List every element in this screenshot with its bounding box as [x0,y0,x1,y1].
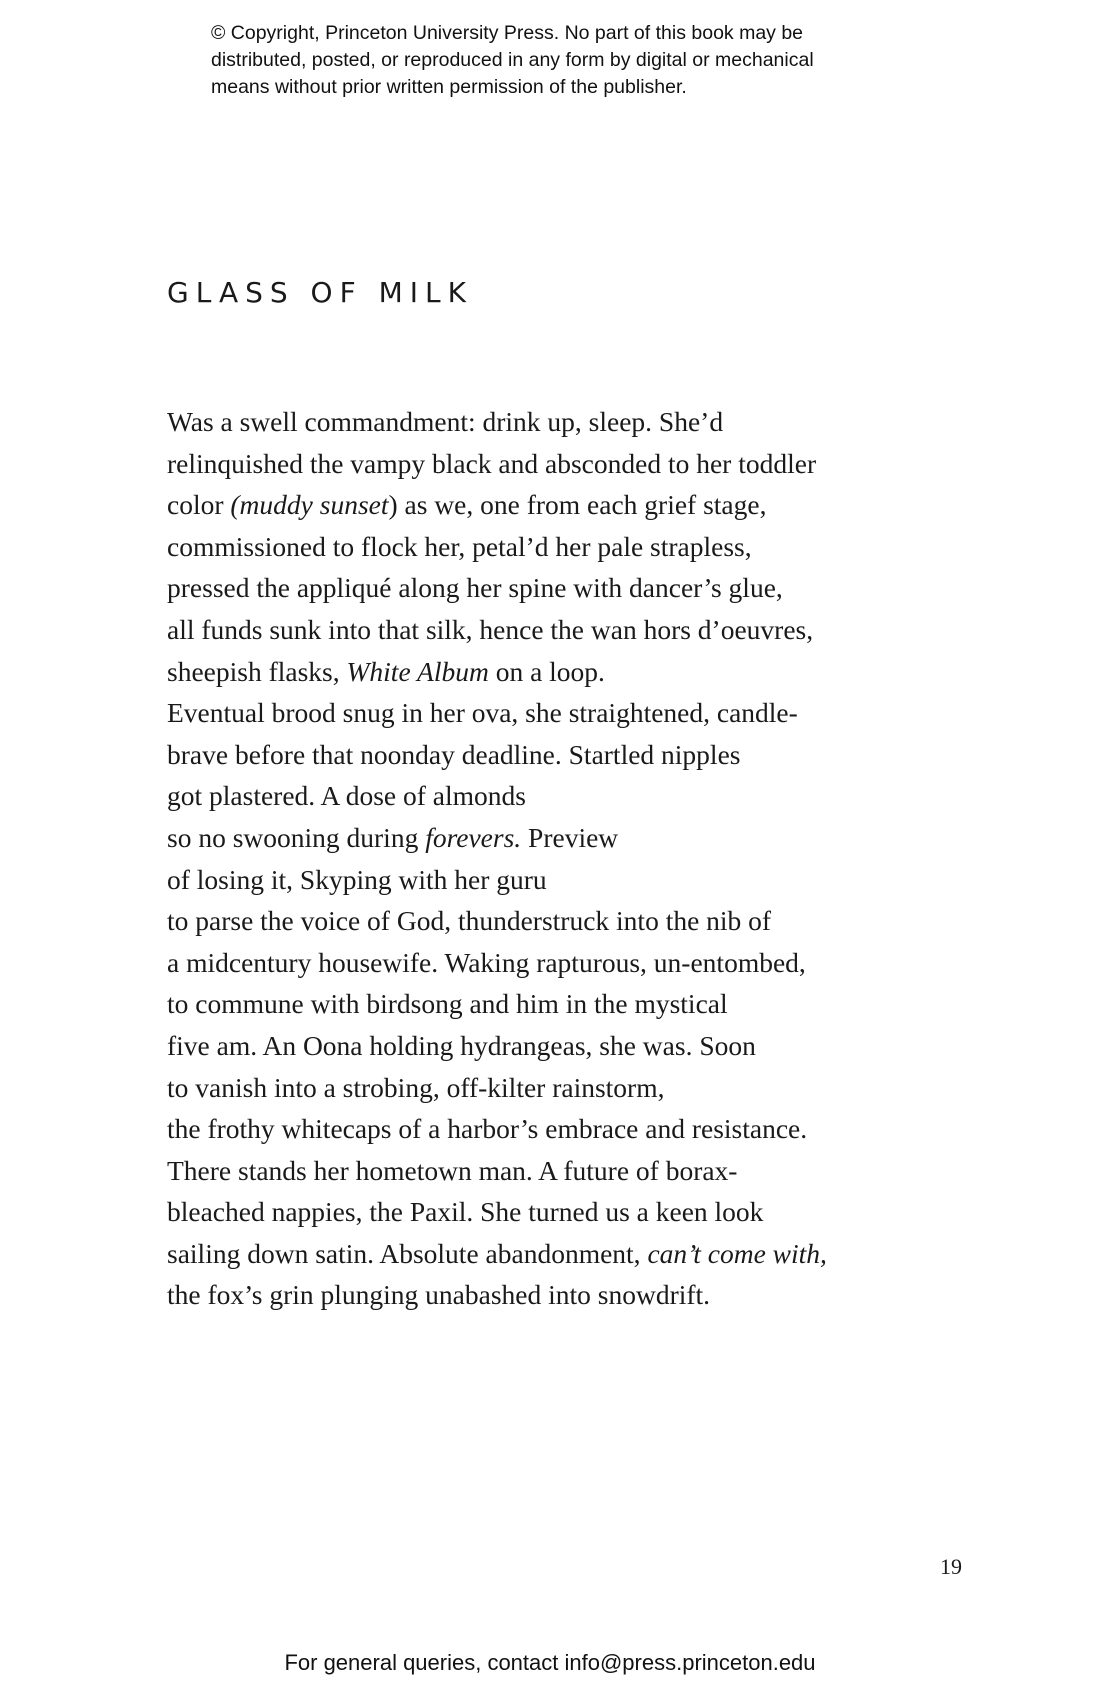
poem-line [167,1191,887,1233]
poem-text: color [167,489,231,521]
copyright-line: © Copyright, Princeton University Press. No part of this book may be [211,22,804,44]
poem-line [167,443,887,485]
poem-line [167,900,887,942]
poem-text: Was a swell commandment: drink up, sleep. She’d [167,406,724,437]
poem-line [167,1150,887,1192]
poem-line [167,734,887,776]
poem-line [167,983,887,1025]
poem-line [167,609,887,651]
poem-line [167,1274,887,1316]
poem-line [167,651,887,693]
poem-text: to parse the voice of God, thunderstruck into the nib of [167,905,772,937]
poem-text: on a loop. [488,655,605,687]
copyright-line: means without prior written permission of the publisher. [211,76,687,98]
poem-text: sheepish flasks, [167,655,347,687]
poem-line [167,1067,887,1109]
poem-text: a midcentury housewife. Waking rapturous, un-entombed, [167,946,806,978]
poem-italic-text: forevers. [425,821,522,853]
poem-text: the frothy whitecaps of a harbor’s embrace and resistance. [167,1113,808,1145]
poem-line [167,484,887,526]
poem-text: Preview [521,821,619,853]
poem-italic-text: White Album [346,655,489,687]
poem-text: so no swooning during [167,821,426,853]
poem-italic-text: (muddy sunset [230,489,389,521]
poem-line [167,817,887,859]
poem-text: Eventual brood snug in her ova, she straightened, candle- [167,697,798,729]
poem-text: five am. An Oona holding hydrangeas, she was. Soon [167,1029,756,1061]
poem-line [167,775,887,817]
page-number: 19 [940,1554,962,1579]
poem-line [167,526,887,568]
poem-text: to vanish into a strobing, off-kilter rainstorm, [167,1071,665,1103]
poem-text: sailing down satin. Absolute abandonment, [167,1237,648,1269]
poem-text: all funds sunk into that silk, hence the wan hors d’oeuvres, [167,613,814,645]
poem-body [167,401,887,1316]
footer [0,1650,1100,1676]
poem-line [167,692,887,734]
poem-text: got plastered. A dose of almonds [167,780,526,812]
poem-text: brave before that noonday deadline. Startled nipples [167,738,741,770]
poem-text: commissioned to flock her, petal’d her pale strapless, [167,530,752,562]
poem-text: pressed the appliqué along her spine with dancer’s glue, [167,572,783,604]
copyright-line: distributed, posted, or reproduced in any form by digital or mechanical [211,49,814,71]
poem-text: bleached nappies, the Paxil. She turned us a keen look [167,1196,764,1228]
poem-text: ) as we, one from each grief stage, [388,489,767,521]
poem-text: the fox’s grin plunging unabashed into snowdrift. [167,1279,711,1311]
poem-title: GLASS OF MILK [167,276,473,309]
copyright-notice [211,20,911,101]
poem-text: to commune with birdsong and him in the mystical [167,988,728,1020]
poem-line [167,1025,887,1067]
footer-contact-text: For general queries, contact info@press.princeton.edu [284,1650,816,1675]
poem-line [167,859,887,901]
poem-line [167,567,887,609]
poem-line [167,401,887,443]
poem-italic-text: can’t come with, [647,1237,827,1269]
poem-text: relinquished the vampy black and absconded to her toddler [167,447,817,479]
poem-line [167,942,887,984]
poem-line [167,1233,887,1275]
poem-text: of losing it, Skyping with her guru [167,863,547,895]
poem-text: There stands her hometown man. A future of borax- [167,1154,738,1186]
poem-line [167,1108,887,1150]
